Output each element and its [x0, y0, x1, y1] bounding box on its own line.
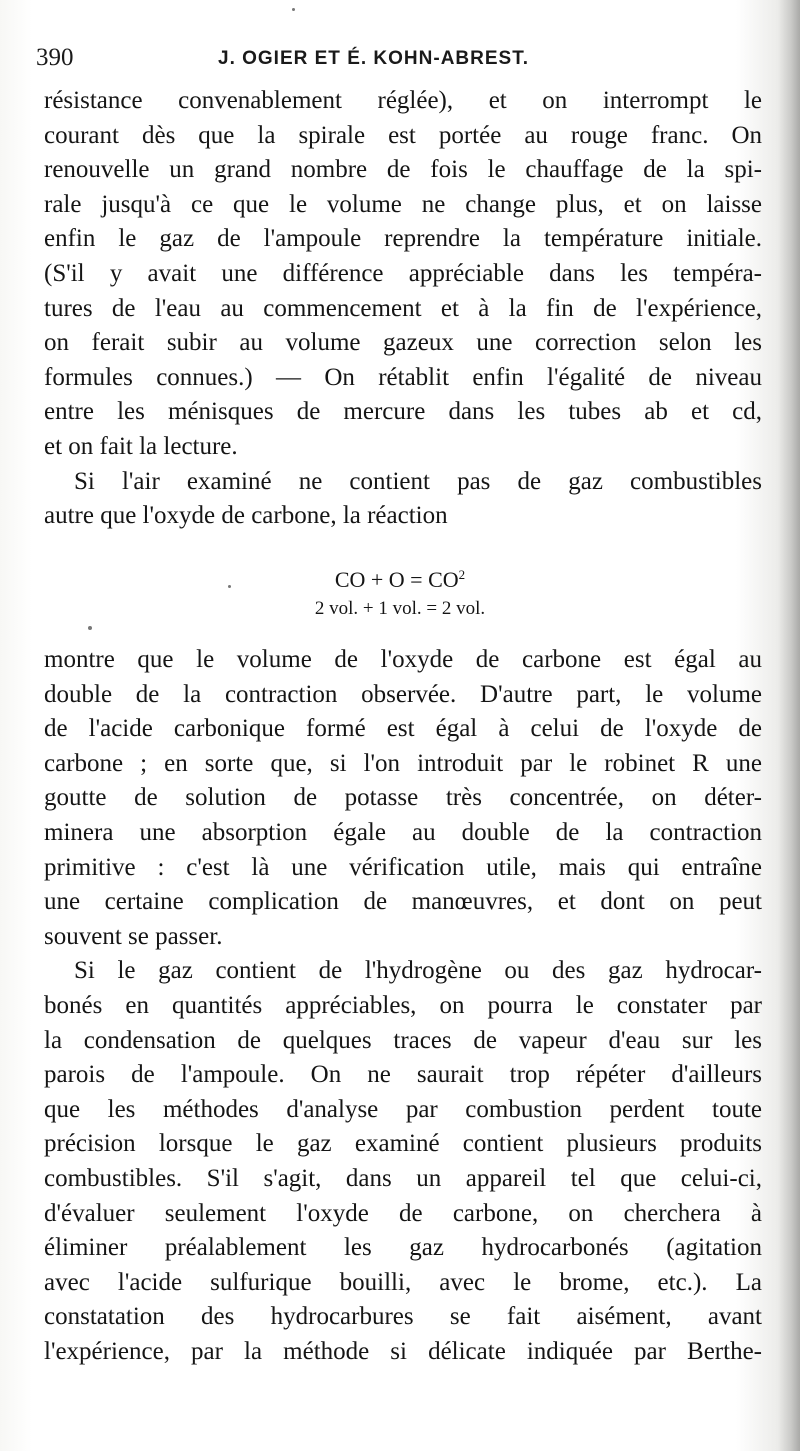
text-line: montre que le volume de l'oxyde de carbone est égal au [44, 646, 762, 673]
print-speck [228, 585, 231, 588]
print-speck [88, 626, 92, 630]
text-line: de l'acide carbonique formé est égal à celui de l'oxyde de [44, 715, 762, 743]
page-number: 390 [36, 44, 74, 71]
text-line: une certaine complication de manœuvres, et dont on peut [44, 888, 762, 916]
text-line: que les méthodes d'analyse par combustion perdent toute [44, 1095, 762, 1123]
body-text-top [44, 84, 762, 534]
print-speck [292, 8, 295, 11]
text-line: combustibles. S'il s'agit, dans un appareil tel que celui-ci, [44, 1164, 762, 1192]
text-line: enfin le gaz de l'ampoule reprendre la température initiale. [44, 225, 762, 253]
page-header [36, 44, 766, 78]
equation-superscript: 2 [458, 567, 466, 582]
text-line: la condensation de quelques traces de vapeur d'eau sur les [44, 1026, 762, 1054]
running-head: J. OGIER ET É. KOHN-ABREST. [218, 48, 529, 69]
body-text-bottom [44, 643, 762, 1369]
equation-text: CO + O = CO [334, 567, 459, 592]
text-line: précision lorsque le gaz examiné contient plusieurs produits [44, 1130, 762, 1158]
text-line: formules connues.) — On rétablit enfin l'égalité de niveau [44, 363, 762, 391]
page-edge-shadow [778, 0, 800, 1451]
text-line: résistance convenablement réglée), et on interrompt le [44, 87, 762, 114]
text-line: rale jusqu'à ce que le volume ne change plus, et on laisse [44, 190, 762, 218]
text-line: bonés en quantités appréciables, on pourra le constater par [44, 991, 762, 1019]
text-line: éliminer préalablement les gaz hydrocarbonés (agitation [44, 1234, 762, 1262]
text-line: double de la contraction observée. D'autre part, le volume [44, 680, 762, 708]
text-line: souvent se passer. [44, 922, 223, 950]
text-line: minera une absorption égale au double de la contraction [44, 818, 762, 846]
text-line: entre les ménisques de mercure dans les tubes ab et cd, [44, 398, 762, 426]
text-line: courant dès que la spirale est portée au rouge franc. On [44, 121, 762, 149]
text-line: et on fait la lecture. [44, 432, 238, 460]
text-line: renouvelle un grand nombre de fois le chauffage de la spi- [44, 156, 762, 184]
chemical-equation [0, 567, 800, 593]
text-line: Si l'air examiné ne contient pas de gaz combustibles [74, 467, 762, 495]
text-line: d'évaluer seulement l'oxyde de carbone, on cherchera à [44, 1199, 762, 1227]
volume-equation: 2 vol. + 1 vol. = 2 vol. [314, 598, 486, 619]
text-line: (S'il y avait une différence appréciable dans les tempéra- [44, 259, 762, 287]
text-line: parois de l'ampoule. On ne saurait trop répéter d'ailleurs [44, 1061, 762, 1089]
text-line: carbone ; en sorte que, si l'on introduit par le robinet R une [44, 749, 762, 777]
text-line: on ferait subir au volume gazeux une correction selon les [44, 329, 762, 357]
text-line: Si le gaz contient de l'hydrogène ou des gaz hydrocar- [74, 957, 762, 985]
text-line: avec l'acide sulfurique bouilli, avec le brome, etc.). La [44, 1268, 762, 1296]
text-line: tures de l'eau au commencement et à la fin de l'expérience, [44, 294, 762, 322]
text-line: constatation des hydrocarbures se fait aisément, avant [44, 1303, 762, 1331]
text-line: primitive : c'est là une vérification utile, mais qui entraîne [44, 853, 762, 881]
text-line: goutte de solution de potasse très concentrée, on déter- [44, 784, 762, 812]
text-line: l'expérience, par la méthode si délicate indiquée par Berthe- [44, 1337, 762, 1365]
text-line: autre que l'oxyde de carbone, la réaction [44, 502, 448, 530]
